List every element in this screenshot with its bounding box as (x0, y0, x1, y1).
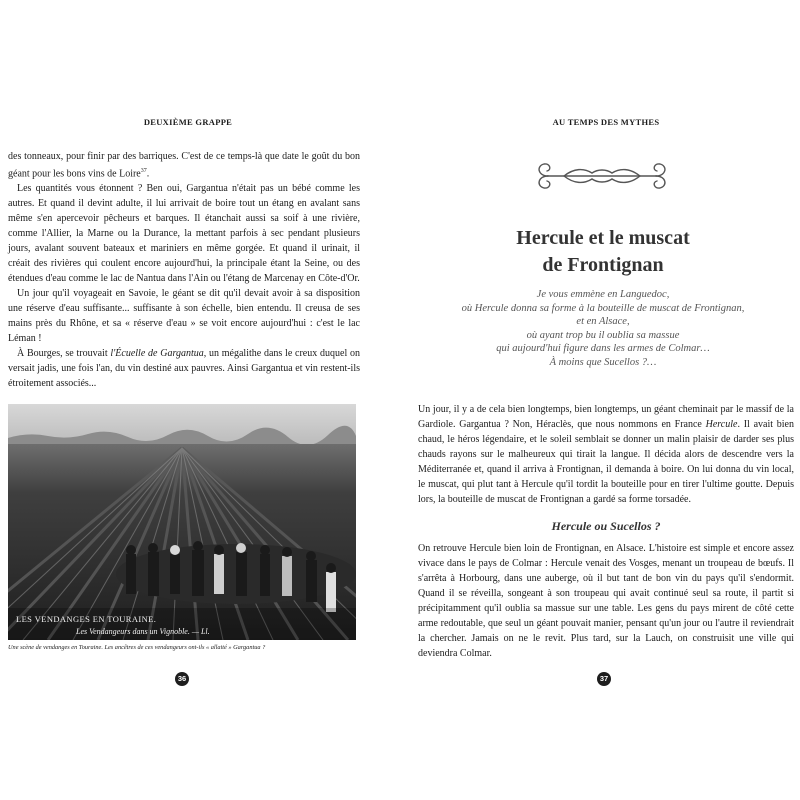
left-body-text (8, 149, 360, 391)
chapter-title: Hercule et le muscat de Frontignan (516, 227, 690, 276)
footnote-ref[interactable]: 37 (140, 168, 147, 174)
photo-caption-subtitle: Les Vendangeurs dans un Vignoble. — Ll. (76, 627, 210, 636)
right-paragraph-2: On retrouve Hercule bien loin de Frontignan, en Alsace. L'histoire est simple et encore assez vivace dans le pays de Colmar : Hercule venait des Vosges, menant un troupeau de bœufs. Il s'arrêta à Horbourg, dans une auberge, où il but tant de bon vin du pays qu'il s'endormit. Quand il se réveilla, songeant à son troupeau qui avait continué seul sa route, il partit si précipitamment qu'il oublia sa massue sur une table. Les gens du pays mirent de côté cette arme redoutable, que seul un géant pouvait manier, pensant qu'un jour ou l'autre il reviendrait la chercher. Jamais on ne le revit. Plus tard, sur la Lauch, on construisit une ville qui deviendra Colmar. (418, 543, 794, 659)
vineyard-photo-drawing (8, 404, 356, 640)
right-paragraph-1: Un jour, il y a de cela bien longtemps, bien longtemps, un géant cheminait par le massif de la Gardiole. Gargantua ? Non, Héraclès, que nous nommons en France Hercule. Il avait bien chaud, le héros légendaire, et le soleil semblait se donner un malin plaisir de darder ses plus chauds rayons sur le malheureux qui tirait la langue. Il décida alors de descendre vers la Méditerranée et, quand il arriva à Frontignan, il demanda à boire. On lui donna du vin local, le muscat, qui plut tant à Hercule qu'il tordit la bouteille pour en tirer l'ultime goutte. Depuis lors, la bouteille de muscat de Frontignan a gardé sa forme torsadée. (418, 404, 794, 505)
right-page (400, 0, 800, 800)
vineyard-photo (8, 404, 356, 640)
photo-caption: Une scène de vendanges en Touraine. Les ancêtres de ces vendangeurs ont-ils « allaité » Gargantua ? (8, 644, 266, 651)
left-paragraph-3: Un jour qu'il voyageait en Savoie, le géant se dit qu'il devait avoir à sa disposition une réserve d'eau suffisante... suffisante à son échelle, bien entendu. Il creusa de ses mains près du Rhône, et sa « réserve d'eau » se voit encore aujourd'hui : c'est le lac Léman ! (8, 288, 360, 345)
scroll-flourish-icon (534, 158, 670, 194)
chapter-intro: Je vous emmène en Languedoc, où Hercule donna sa forme à la bouteille de muscat de Frontignan, et en Alsace, où ayant trop bu il oublia sa massue qui aujourd'hui figure dans les armes de Colmar… À moins que Sucellos ?… (461, 289, 745, 368)
right-body-text-1 (418, 402, 794, 507)
right-body-text-2 (418, 541, 794, 661)
page-number-right: 37 (597, 672, 611, 686)
running-head-right: AU TEMPS DES MYTHES (552, 117, 660, 127)
left-paragraph-2: Les quantités vous étonnent ? Ben oui, Gargantua n'était pas un bébé comme les autres. Et quand il devint adulte, il lui arrivait de boire tout un étang en avalant sans même s'en apercevoir pêcheurs et barques. Il étanchait aussi sa soif à une rivière, comme l'Allier, la Marne ou la Durance, la mettant parfois à sec pendant plusieurs jours, avalant souvent bateaux et mariniers en même gorgée. Et quand il urinait, il créait des rivières qui coulent encore aujourd'hui, la principale étant la Seine, ou des étendues d'eau comme le lac de Nantua dans l'Ain ou l'étang de Marcenay en Côte-d'Or. (8, 183, 360, 285)
left-paragraph-1: des tonneaux, pour finir par des barriques. C'est de ce temps-là que date le goût du bon géant pour les bons vins de Loire$^{37}$. (8, 151, 360, 180)
page-number-left: 36 (175, 672, 189, 686)
photo-caption-title: LES VENDANGES EN TOURAINE. (16, 614, 157, 624)
running-head-left: DEUXIÈME GRAPPE (143, 117, 233, 127)
left-paragraph-4: À Bourges, se trouvait l'Écuelle de Gargantua, un mégalithe dans le creux duquel on versait jadis, une fois l'an, du vin destiné aux pauvres. Ainsi Gargantua et vin restent-ils étroitement associés... (8, 348, 360, 390)
section-heading: Hercule ou Sucellos ? (551, 519, 661, 533)
